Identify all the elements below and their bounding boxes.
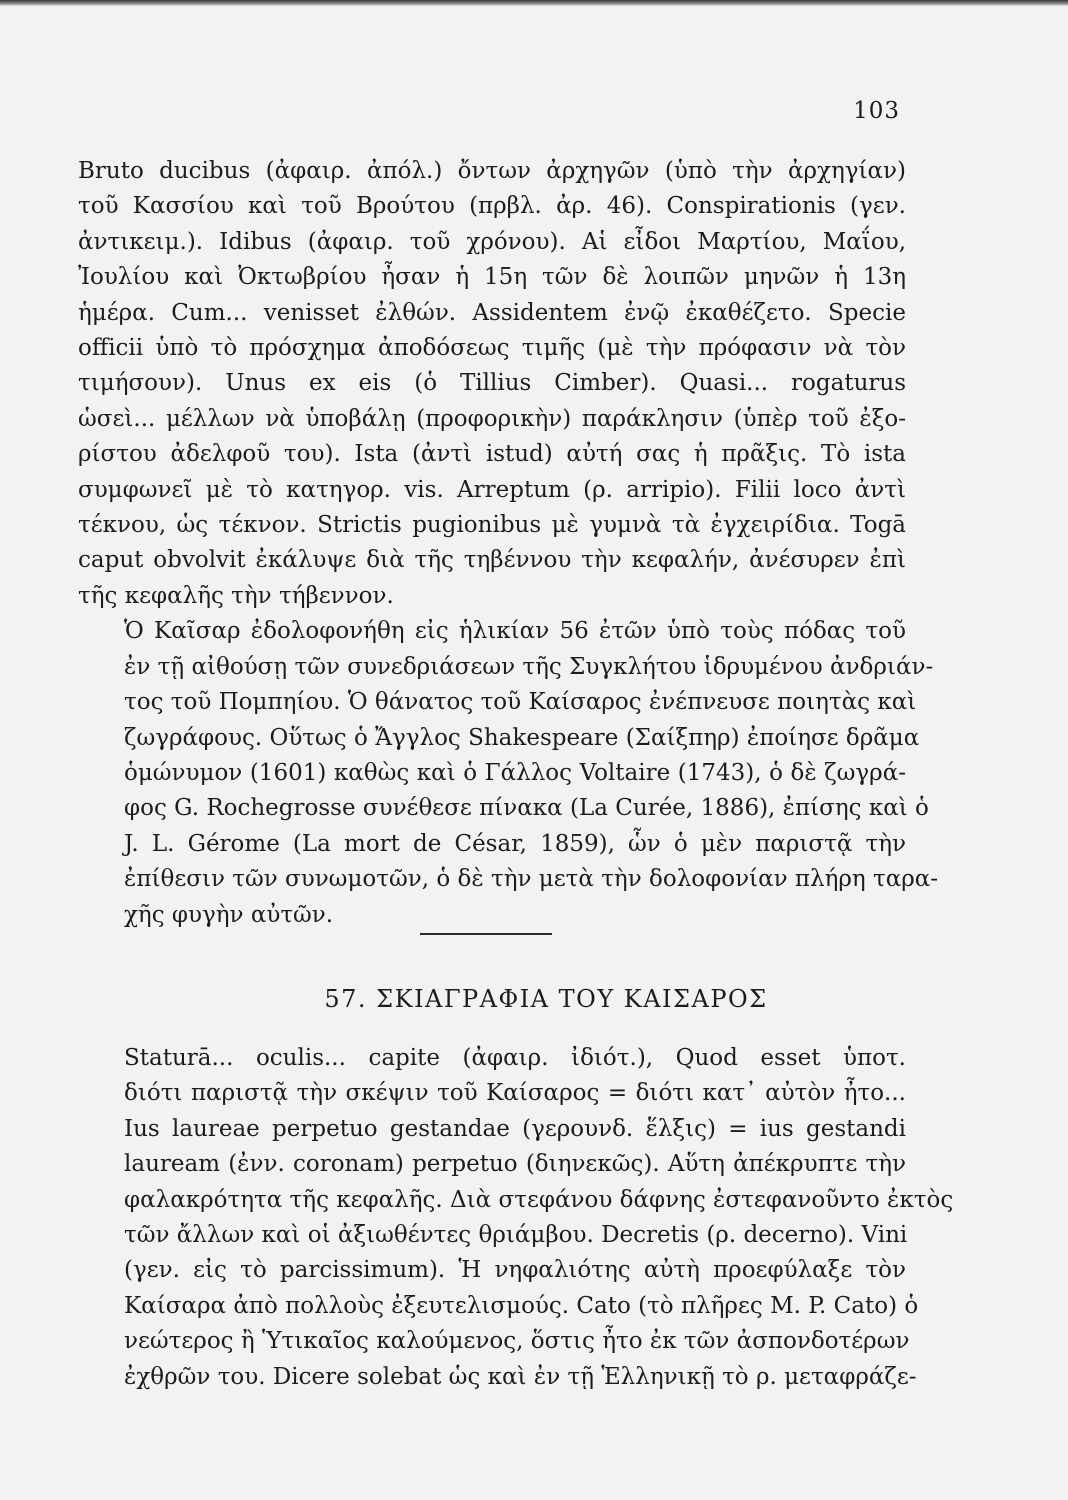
text-line: τέκνου, ὡς τέκνον. Strictis pugionibus μὲ γυμνὰ τὰ ἐγχειρίδια. Togā xyxy=(78,512,906,539)
text-line: νεώτερος ἢ Ὑτικαῖος καλούμενος, ὅστις ἦτο ἐκ τῶν ἀσπονδοτέρων xyxy=(124,1328,910,1355)
scan-edge xyxy=(0,0,1068,6)
text-line: lauream (ἐνν. coronam) perpetuo (διηνεκῶς). Αὕτη ἀπέκρυπτε τὴν xyxy=(124,1151,906,1178)
notes-section-57 xyxy=(78,1041,954,1395)
text-line: Bruto ducibus (ἀφαιρ. ἀπόλ.) ὄντων ἀρχηγῶν (ὑπὸ τὴν ἀρχηγίαν) xyxy=(78,158,906,184)
text-line: J. L. Gérome (La mort de César, 1859), ὧν ὁ μὲν παριστᾷ τὴν xyxy=(124,830,906,857)
text-line: Ὁ Καῖσαρ ἐδολοφονήθη εἰς ἡλικίαν 56 ἐτῶν ὑπὸ τοὺς πόδας τοῦ xyxy=(124,618,906,645)
text-line: ρίστου ἀδελφοῦ του). Ista (ἀντὶ istud) αὐτή σας ἡ πρᾶξις. Τὸ ista xyxy=(78,441,906,468)
text-line: τοῦ Κασσίου καὶ τοῦ Βρούτου (πρβλ. ἀρ. 46). Conspirationis (γεν. xyxy=(78,193,906,220)
text-line: Staturā... oculis... capite (ἀφαιρ. ἰδιότ.), Quod esset ὑποτ. xyxy=(124,1045,906,1071)
text-line: officii ὑπὸ τὸ πρόσχημα ἀποδόσεως τιμῆς (μὲ τὴν πρόφασιν νὰ τὸν xyxy=(78,335,906,362)
text-line: ὁμώνυμον (1601) καθὼς καὶ ὁ Γάλλος Voltaire (1743), ὁ δὲ ζωγρά- xyxy=(124,759,906,786)
section-divider xyxy=(420,933,552,935)
paragraph xyxy=(78,154,906,614)
text-line: caput obvolvit ἐκάλυψε διὰ τῆς τηβέννου τὴν κεφαλήν, ἀνέσυρεν ἐπὶ xyxy=(78,547,906,574)
paragraph xyxy=(78,614,939,933)
text-line: ἀντικειμ.). Idibus (ἀφαιρ. τοῦ χρόνου). Αἱ εἶδοι Μαρτίου, Μαΐου, xyxy=(78,228,906,255)
text-line: τος τοῦ Πομπηίου. Ὁ θάνατος τοῦ Καίσαρος ἐνέπνευσε ποιητὰς καὶ xyxy=(124,689,917,716)
text-line: συμφωνεῖ μὲ τὸ κατηγορ. vis. Arreptum (ρ. arripio). Filii loco ἀντὶ xyxy=(78,476,906,503)
text-line: ἡμέρα. Cum... venisset ἐλθών. Assidentem ἐνῷ ἐκαθέζετο. Specie xyxy=(78,299,906,326)
text-line: φαλακρότητα τῆς κεφαλῆς. Διὰ στεφάνου δάφνης ἐστεφανοῦντο ἐκτὸς xyxy=(124,1186,954,1213)
text-line: (γεν. εἰς τὸ parcissimum). Ἡ νηφαλιότης αὐτὴ προεφύλαξε τὸν xyxy=(124,1257,906,1284)
text-line: τῶν ἄλλων καὶ οἱ ἀξιωθέντες θριάμβου. Decretis (ρ. decerno). Vini xyxy=(124,1222,908,1249)
text-line: ἐχθρῶν του. Dicere solebat ὡς καὶ ἐν τῇ Ἑλληνικῇ τὸ ρ. μεταφράζε- xyxy=(124,1363,917,1390)
text-line: τῆς κεφαλῆς τὴν τήβεννον. xyxy=(78,582,394,609)
notes-section-56 xyxy=(78,154,939,933)
text-line: Ἰουλίου καὶ Ὀκτωβρίου ἦσαν ἡ 15η τῶν δὲ λοιπῶν μηνῶν ἡ 13η xyxy=(78,264,906,291)
text-line: ζωγράφους. Οὕτως ὁ Ἄγγλος Shakespeare (Σαίξπηρ) ἐποίησε δρᾶμα xyxy=(124,724,920,751)
text-line: φος G. Rochegrosse συνέθεσε πίνακα (La Curée, 1886), ἐπίσης καὶ ὁ xyxy=(124,795,929,822)
text-line: Καίσαρα ἀπὸ πολλοὺς ἐξευτελισμούς. Cato (τὸ πλῆρες M. P. Cato) ὁ xyxy=(124,1292,919,1319)
text-line: χῆς φυγὴν αὐτῶν. xyxy=(124,901,334,928)
text-line: ὡσεὶ... μέλλων νὰ ὑποβάλῃ (προφορικὴν) παράκλησιν (ὑπὲρ τοῦ ἐξο- xyxy=(78,405,906,432)
page-number: 103 xyxy=(853,98,900,124)
text-line: τιμήσουν). Unus ex eis (ὁ Tillius Cimber). Quasi... rogaturus xyxy=(78,370,906,397)
paragraph xyxy=(78,1041,954,1395)
text-line: διότι παριστᾷ τὴν σκέψιν τοῦ Καίσαρος = διότι κατ᾽ αὐτὸν ἦτο... xyxy=(124,1080,906,1107)
text-line: Ius laureae perpetuo gestandae (γερουνδ. ἕλξις) = ius gestandi xyxy=(124,1115,906,1142)
text-line: ἐπίθεσιν τῶν συνωμοτῶν, ὁ δὲ τὴν μετὰ τὴν δολοφονίαν πλήρη ταρα- xyxy=(124,866,939,893)
text-line: ἐν τῇ αἰθούσῃ τῶν συνεδριάσεων τῆς Συγκλήτου ἱδρυμένου ἀνδριάν- xyxy=(124,653,934,680)
section-heading: 57. ΣΚΙΑΓΡΑΦΙΑ ΤΟΥ ΚΑΙΣΑΡΟΣ xyxy=(324,985,768,1013)
